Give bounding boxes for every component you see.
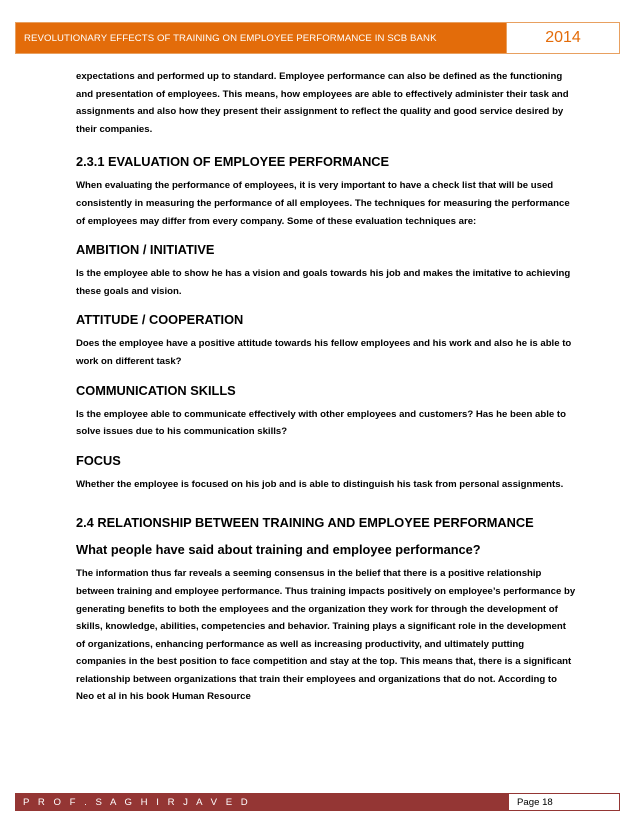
heading-attitude: ATTITUDE / COOPERATION (76, 312, 244, 328)
heading-focus: FOCUS (76, 452, 121, 468)
header-year: 2014 (506, 23, 619, 53)
heading-ambition: AMBITION / INITIATIVE (76, 242, 215, 258)
paragraph-communication: Is the employee able to communicate effectively with other employees and customers? Has he been able to solve issues due to his communication skills? (76, 408, 566, 438)
page-footer (15, 793, 620, 811)
heading-what-people-said: What people have said about training and employee performance? (76, 542, 481, 558)
heading-relationship: 2.4 RELATIONSHIP BETWEEN TRAINING AND EMPLOYEE PERFORMANCE (76, 515, 534, 531)
heading-evaluation: 2.3.1 EVALUATION OF EMPLOYEE PERFORMANCE (76, 154, 390, 170)
page-header (15, 22, 620, 54)
header-title: REVOLUTIONARY EFFECTS OF TRAINING ON EMPLOYEE PERFORMANCE IN SCB BANK (16, 23, 506, 53)
paragraph-focus: Whether the employee is focused on his job and is able to distinguish his task from personal assignments. (76, 478, 564, 490)
paragraph-evaluation: When evaluating the performance of employees, it is very important to have a check list that will be used consistently in measuring the performance of all employees. The techniques for measuring the performance of employees may differ from every company. Some of these evaluation techniques are: (76, 180, 570, 227)
paragraph-attitude: Does the employee have a positive attitude towards his fellow employees and his work and also he is able to work on different task? (76, 338, 572, 367)
paragraph-relationship: The information thus far reveals a seeming consensus in the belief that there is a positive relationship between training and employee performance. Thus training impacts positively on employee’s performance by generating benefits to both the employees and the organization they work for through the development of skills, knowledge, abilities, competencies and behavior. Training plays a significant role in the development of organizations, enhancing performance as well as increasing productivity, and ultimately putting companies in the best position to face competition and stay at the top. This means that, there is a significant relationship between organizations that train their employees and organizations that do not. According to Neo et al in his book Human Resource (76, 568, 576, 703)
page-content (76, 68, 576, 706)
footer-author: P R O F . S A G H I R J A V E D (15, 793, 508, 811)
footer-page-number: Page 18 (508, 793, 620, 811)
paragraph-intro: expectations and performed up to standard. Employee performance can also be defined as the functioning and presentation of employees. This means, how employees are able to effectively administer their task and assignments and also how they present their assignment to reflect the quality and good service desired by their companies. (76, 71, 569, 135)
heading-communication: COMMUNICATION SKILLS (76, 382, 236, 398)
paragraph-ambition: Is the employee able to show he has a vision and goals towards his job and makes the imitative to achieving these goals and vision. (76, 268, 571, 297)
